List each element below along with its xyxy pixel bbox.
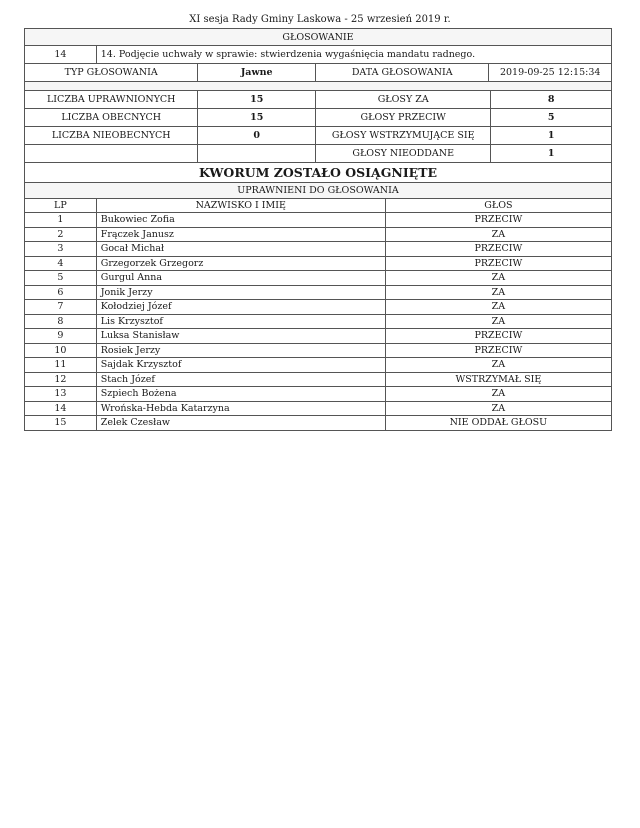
quorum-row xyxy=(24,163,612,183)
row-vote: ZA xyxy=(491,286,506,298)
eligible-value: 15 xyxy=(198,91,316,108)
row-lp: 14 xyxy=(25,402,97,416)
agenda-item-number: 14 xyxy=(25,46,97,63)
table-row xyxy=(24,387,612,402)
agenda-item-row xyxy=(24,46,612,64)
row-name: Frączek Janusz xyxy=(97,228,386,242)
empty-cell xyxy=(198,145,316,162)
row-lp: 12 xyxy=(25,373,97,387)
votes-not-cast-label: GŁOSY NIEODDANE xyxy=(316,145,491,162)
votes-abstain-label: GŁOSY WSTRZYMUJĄCE SIĘ xyxy=(316,127,491,144)
row-lp: 15 xyxy=(25,416,97,430)
row-lp: 3 xyxy=(25,242,97,256)
votes-not-cast-value: 1 xyxy=(547,148,555,159)
votes-for-label: GŁOSY ZA xyxy=(316,91,491,108)
table-row xyxy=(24,315,612,330)
row-vote: WSTRZYMAŁ SIĘ xyxy=(455,373,542,385)
voting-type-row xyxy=(24,64,612,82)
row-lp: 8 xyxy=(25,315,97,329)
agenda-item-title: 14. Podjęcie uchwały w sprawie: stwierdzenia wygaśnięcia mandatu radnego. xyxy=(100,49,476,60)
page-title: XI sesja Rady Gminy Laskowa - 25 wrzesień 2019 r. xyxy=(189,14,451,25)
stats-row-4 xyxy=(24,145,612,163)
row-vote: ZA xyxy=(491,388,506,400)
stats-row-2 xyxy=(24,109,612,127)
row-name: Rosiek Jerzy xyxy=(97,344,386,358)
voting-type-value: Jawne xyxy=(198,64,316,81)
table-row xyxy=(24,344,612,359)
present-label: LICZBA OBECNYCH xyxy=(25,109,198,126)
row-vote: ZA xyxy=(491,315,506,327)
row-lp: 7 xyxy=(25,300,97,314)
row-lp: 10 xyxy=(25,344,97,358)
quorum-status: KWORUM ZOSTAŁO OSIĄGNIĘTE xyxy=(198,165,438,180)
absent-value: 0 xyxy=(198,127,316,144)
votes-abstain-value: 1 xyxy=(547,130,555,141)
row-vote: NIE ODDAŁ GŁOSU xyxy=(449,417,548,429)
absent-label: LICZBA NIEOBECNYCH xyxy=(25,127,198,144)
row-name: Jonik Jerzy xyxy=(97,286,386,300)
table-header-row xyxy=(24,199,612,213)
row-name: Gurgul Anna xyxy=(97,271,386,285)
empty-cell xyxy=(25,145,198,162)
table-row xyxy=(24,286,612,301)
voting-document xyxy=(24,28,612,431)
row-name: Kołodziej Józef xyxy=(97,300,386,314)
row-name: Sajdak Krzysztof xyxy=(97,358,386,372)
row-lp: 4 xyxy=(25,257,97,271)
column-header-lp: LP xyxy=(25,199,97,212)
voting-date-value: 2019-09-25 12:15:34 xyxy=(499,67,601,78)
row-vote: PRZECIW xyxy=(474,344,523,356)
eligible-label: LICZBA UPRAWNIONYCH xyxy=(25,91,198,108)
table-row xyxy=(24,213,612,228)
stats-row-3 xyxy=(24,127,612,145)
row-name: Zelek Czesław xyxy=(97,416,386,430)
row-name: Bukowiec Zofia xyxy=(97,213,386,227)
votes-for-value: 8 xyxy=(547,94,555,105)
row-vote: PRZECIW xyxy=(474,214,523,226)
present-value: 15 xyxy=(198,109,316,126)
column-header-vote: GŁOS xyxy=(484,200,513,211)
table-row xyxy=(24,358,612,373)
eligible-section-header xyxy=(24,183,612,199)
row-vote: PRZECIW xyxy=(474,243,523,255)
row-lp: 9 xyxy=(25,329,97,343)
voting-section-header xyxy=(24,28,612,46)
row-lp: 5 xyxy=(25,271,97,285)
table-row xyxy=(24,402,612,417)
table-row xyxy=(24,228,612,243)
row-vote: ZA xyxy=(491,359,506,371)
row-vote: PRZECIW xyxy=(474,257,523,269)
row-lp: 11 xyxy=(25,358,97,372)
table-row xyxy=(24,300,612,315)
row-lp: 1 xyxy=(25,213,97,227)
eligible-section-label: UPRAWNIENI DO GŁOSOWANIA xyxy=(237,185,399,196)
separator-row xyxy=(24,82,612,91)
votes-against-value: 5 xyxy=(547,112,555,123)
row-name: Grzegorzek Grzegorz xyxy=(97,257,386,271)
table-row xyxy=(24,271,612,286)
table-row xyxy=(24,329,612,344)
stats-row-1 xyxy=(24,91,612,109)
row-lp: 2 xyxy=(25,228,97,242)
voting-type-label: TYP GŁOSOWANIA xyxy=(25,64,198,81)
row-name: Stach Józef xyxy=(97,373,386,387)
vote-table-body xyxy=(24,213,612,431)
row-vote: ZA xyxy=(491,402,506,414)
row-name: Luksa Stanisław xyxy=(97,329,386,343)
row-vote: ZA xyxy=(491,228,506,240)
row-vote: ZA xyxy=(491,301,506,313)
table-row xyxy=(24,257,612,272)
row-name: Gocał Michał xyxy=(97,242,386,256)
votes-against-label: GŁOSY PRZECIW xyxy=(316,109,491,126)
row-lp: 6 xyxy=(25,286,97,300)
row-vote: ZA xyxy=(491,272,506,284)
row-lp: 13 xyxy=(25,387,97,401)
voting-date-label: DATA GŁOSOWANIA xyxy=(316,64,489,81)
row-name: Lis Krzysztof xyxy=(97,315,386,329)
voting-section-label: GŁOSOWANIE xyxy=(282,31,354,43)
row-name: Szpiech Bożena xyxy=(97,387,386,401)
table-row xyxy=(24,373,612,388)
row-vote: PRZECIW xyxy=(474,330,523,342)
column-header-name: NAZWISKO I IMIĘ xyxy=(97,199,386,212)
table-row xyxy=(24,242,612,257)
table-row xyxy=(24,416,612,431)
row-name: Wrońska-Hebda Katarzyna xyxy=(97,402,386,416)
